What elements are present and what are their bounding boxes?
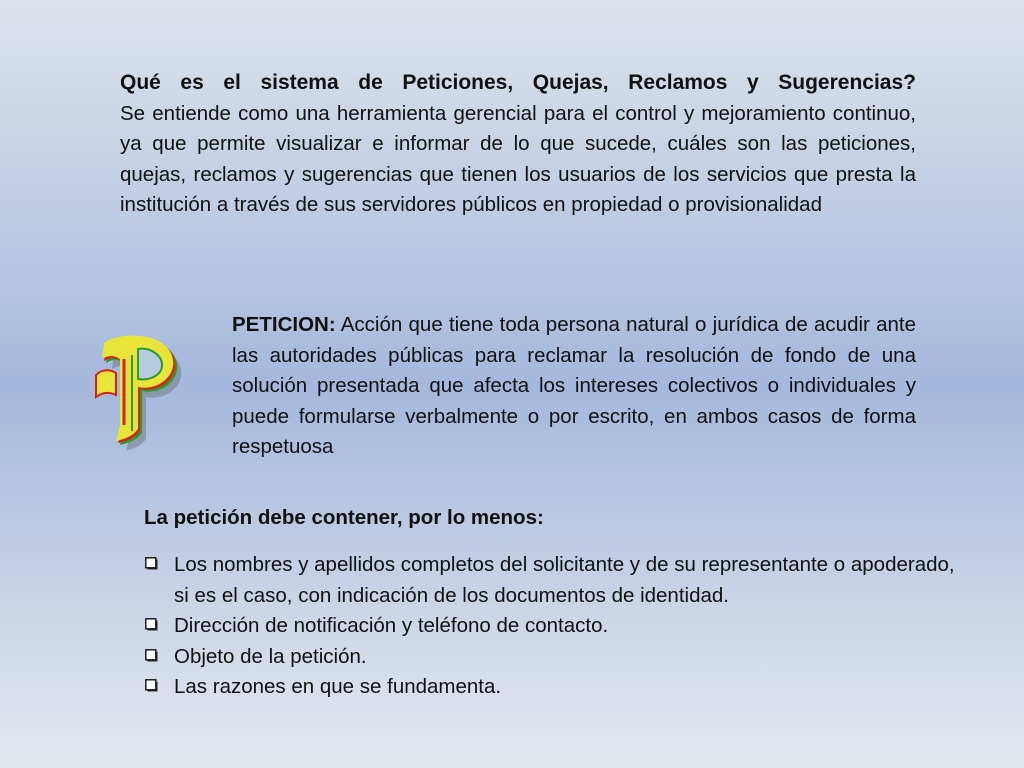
intro-body: Se entiende como una herramienta gerencial para el control y mejoramiento continuo, ya que permite visualizar e informar de lo que sucede, cuáles son las peticiones, quejas, reclamos y sugerencias que tienen los usuarios de los servicios que presta la institución a través de sus servidores públicos en propiedad o provisionalidad bbox=[120, 101, 916, 216]
checkbox-bullet-icon bbox=[145, 618, 159, 632]
requirements-list bbox=[144, 550, 964, 703]
checkbox-bullet-icon bbox=[145, 679, 159, 693]
list-item bbox=[144, 550, 964, 611]
peticion-text: Acción que tiene toda persona natural o jurídica de acudir ante las autoridades públicas para reclamar la resolución de fondo de una solución presentada que afecta los intereses colectivos o individuales y puede formularse verbalmente o por escrito, en ambos casos de forma respetuosa bbox=[232, 313, 916, 458]
list-item-text: Los nombres y apellidos completos del solicitante y de su representante o apoderado, si es el caso, con indicación de los documentos de identidad. bbox=[174, 553, 955, 607]
requirements-title: La petición debe contener, por lo menos: bbox=[144, 506, 544, 529]
list-item bbox=[144, 642, 964, 673]
list-item-text: Objeto de la petición. bbox=[174, 644, 367, 668]
list-item bbox=[144, 672, 964, 703]
peticion-definition bbox=[232, 310, 916, 463]
peticion-term: PETICION: bbox=[232, 313, 336, 336]
list-item bbox=[144, 611, 964, 642]
list-item-text: Las razones en que se fundamenta. bbox=[174, 675, 502, 698]
checkbox-bullet-icon bbox=[145, 557, 159, 571]
gothic-letter-p-icon bbox=[92, 335, 192, 450]
intro-title: Qué es el sistema de Peticiones, Quejas, Reclamos y Sugerencias? bbox=[120, 71, 916, 94]
checkbox-bullet-icon bbox=[145, 649, 159, 663]
list-item-text: Dirección de notificación y teléfono de contacto. bbox=[174, 614, 609, 637]
intro-paragraph bbox=[120, 68, 916, 221]
